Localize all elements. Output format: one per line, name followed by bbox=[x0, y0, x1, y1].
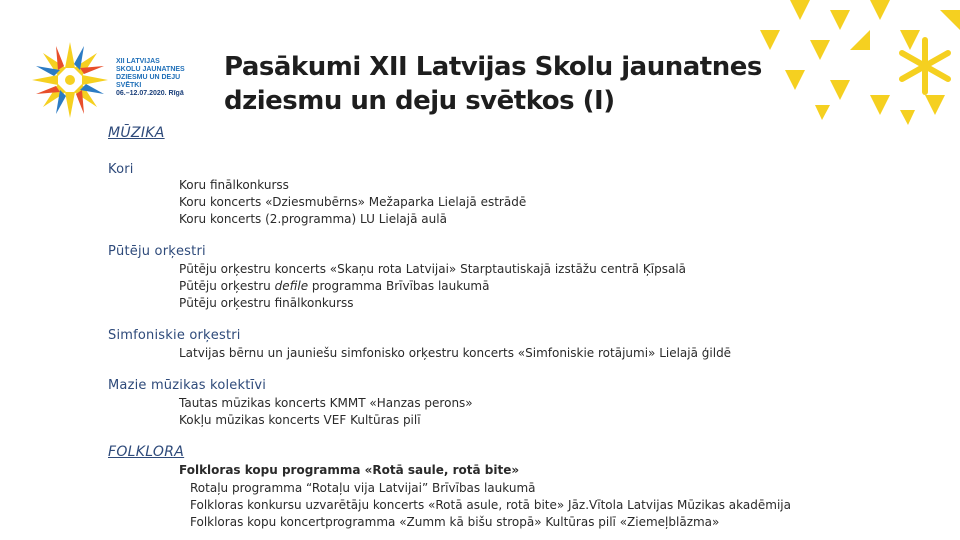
title-line-2: dziesmu un deju svētkos (I) bbox=[224, 86, 615, 116]
category-kori: Kori bbox=[108, 162, 134, 177]
list-item: Folkloras kopu koncertprogramma «Zumm kā bišu stropā» Kultūras pilī «Ziemeļblāzma» bbox=[190, 515, 720, 529]
festival-logo-icon bbox=[30, 40, 110, 120]
list-item: Pūtēju orķestru koncerts «Skaņu rota Latvijai» Starptautiskajā izstāžu centrā Ķīpsalā bbox=[179, 262, 687, 276]
logo-line: XII LATVIJAS bbox=[116, 58, 160, 65]
festival-logo-text bbox=[116, 58, 185, 98]
category-simfo: Simfoniskie orķestri bbox=[108, 328, 241, 343]
item-text: programma Brīvības laukumā bbox=[308, 279, 490, 293]
program-title: Folkloras kopu programma «Rotā saule, rotā bite» bbox=[179, 463, 520, 477]
logo-dates: 06.–12.07.2020. Rīgā bbox=[116, 90, 184, 97]
logo-line: DZIESMU UN DEJU bbox=[116, 74, 181, 81]
list-item: Kokļu mūzikas koncerts VEF Kultūras pilī bbox=[179, 413, 421, 427]
logo-line: SVĒTKI bbox=[116, 82, 142, 89]
list-item: Latvijas bērnu un jauniešu simfonisko orķestru koncerts «Simfoniskie rotājumi» Lielajā ģildē bbox=[179, 346, 732, 360]
list-item: Koru finālkonkurss bbox=[179, 178, 289, 192]
list-item: Tautas mūzikas koncerts KMMT «Hanzas perons» bbox=[179, 396, 473, 410]
item-text-emphasis: defile bbox=[274, 279, 309, 293]
title-line-1: Pasākumi XII Latvijas Skolu jaunatnes bbox=[224, 52, 762, 82]
list-item: Pūtēju orķestru finālkonkurss bbox=[179, 296, 354, 310]
section-heading-muzika: MŪZIKA bbox=[108, 125, 165, 141]
section-heading-folklora: FOLKLORA bbox=[108, 444, 185, 460]
list-item: Koru koncerts «Dziesmubērns» Mežaparka Lielajā estrādē bbox=[179, 195, 527, 209]
list-item: Rotaļu programma “Rotaļu vija Latvijai” Brīvības laukumā bbox=[190, 481, 536, 495]
list-item: Folkloras konkursu uzvarētāju koncerts «Rotā asule, rotā bite» Jāz.Vītola Latvijas Mūzikas akadēmija bbox=[190, 498, 791, 512]
category-mazie: Mazie mūzikas kolektīvi bbox=[108, 378, 267, 393]
list-item bbox=[179, 278, 489, 295]
category-putes: Pūtēju orķestri bbox=[108, 244, 206, 259]
item-text: Pūtēju orķestru bbox=[179, 279, 275, 293]
page-title bbox=[224, 50, 784, 118]
list-item: Koru koncerts (2.programma) LU Lielajā aulā bbox=[179, 212, 447, 226]
logo-line: SKOLU JAUNATNES bbox=[116, 66, 185, 73]
